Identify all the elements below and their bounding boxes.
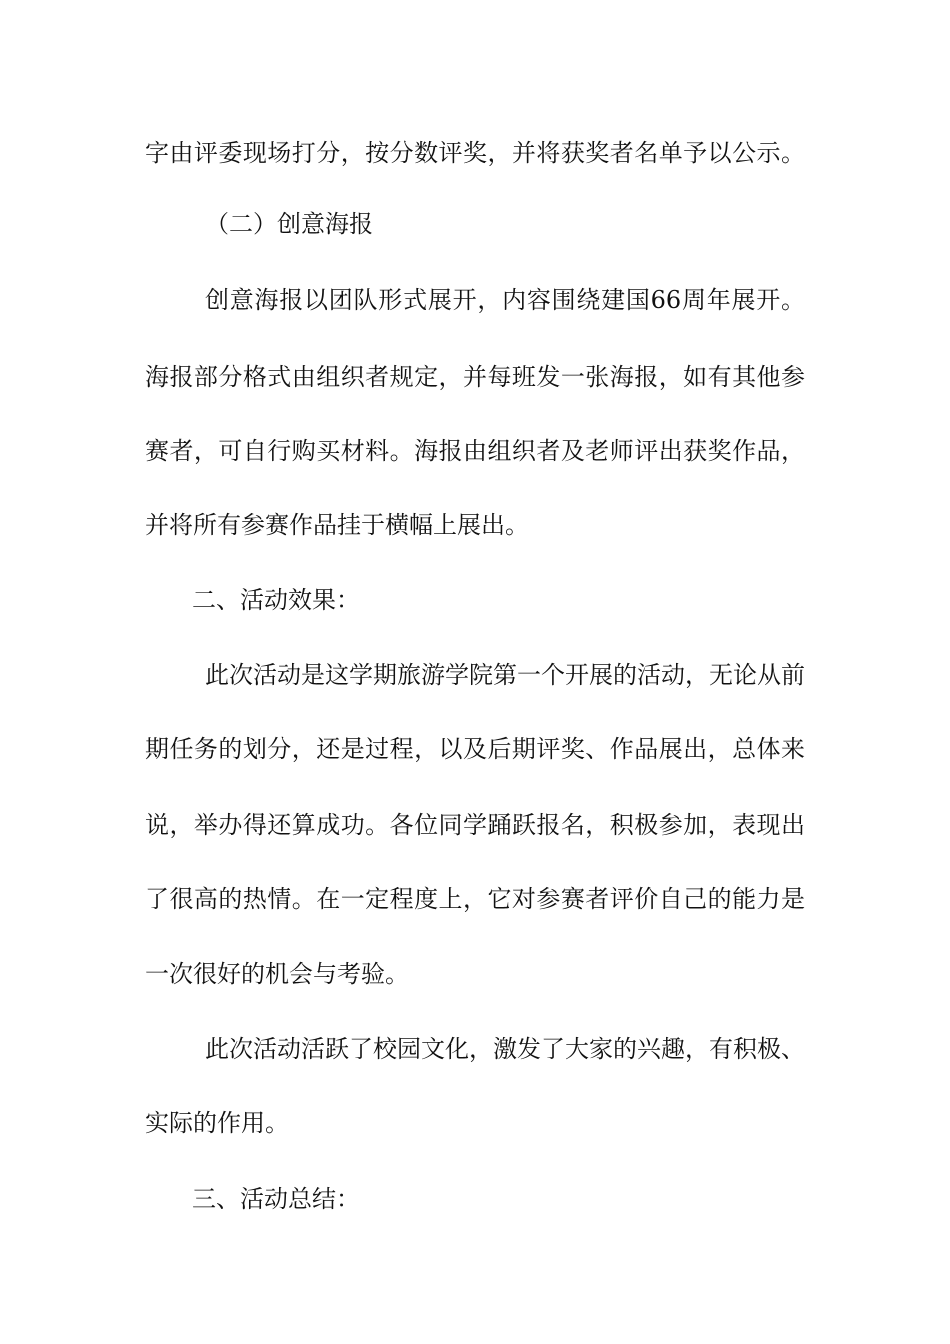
paragraph-line: 海报部分格式由组织者规定，并每班发一张海报，如有其他参 xyxy=(145,363,805,391)
paragraph-line: 字由评委现场打分，按分数评奖，并将获奖者名单予以公示。 xyxy=(145,139,805,167)
paragraph-line: 并将所有参赛作品挂于横幅上展出。 xyxy=(145,511,529,539)
section-heading: 二、活动效果： xyxy=(192,586,360,614)
paragraph-line: 一次很好的机会与考验。 xyxy=(145,960,409,988)
paragraph-line: 说，举办得还算成功。各位同学踊跃报名，积极参加，表现出 xyxy=(145,811,805,839)
section-heading: 三、活动总结： xyxy=(192,1185,360,1213)
paragraph-line: 实际的作用。 xyxy=(145,1109,289,1137)
paragraph-line: 了很高的热情。在一定程度上，它对参赛者评价自己的能力是 xyxy=(145,885,805,913)
paragraph-line: 创意海报以团队形式展开，内容围绕建国66周年展开。 xyxy=(205,286,805,314)
paragraph-line: 赛者，可自行购买材料。海报由组织者及老师评出获奖作品， xyxy=(145,437,805,465)
paragraph-line: 期任务的划分，还是过程，以及后期评奖、作品展出，总体来 xyxy=(145,735,805,763)
paragraph-line: 此次活动是这学期旅游学院第一个开展的活动，无论从前 xyxy=(205,661,805,689)
section-heading: （二）创意海报 xyxy=(205,210,373,238)
paragraph-line: 此次活动活跃了校园文化，激发了大家的兴趣，有积极、 xyxy=(205,1035,805,1063)
